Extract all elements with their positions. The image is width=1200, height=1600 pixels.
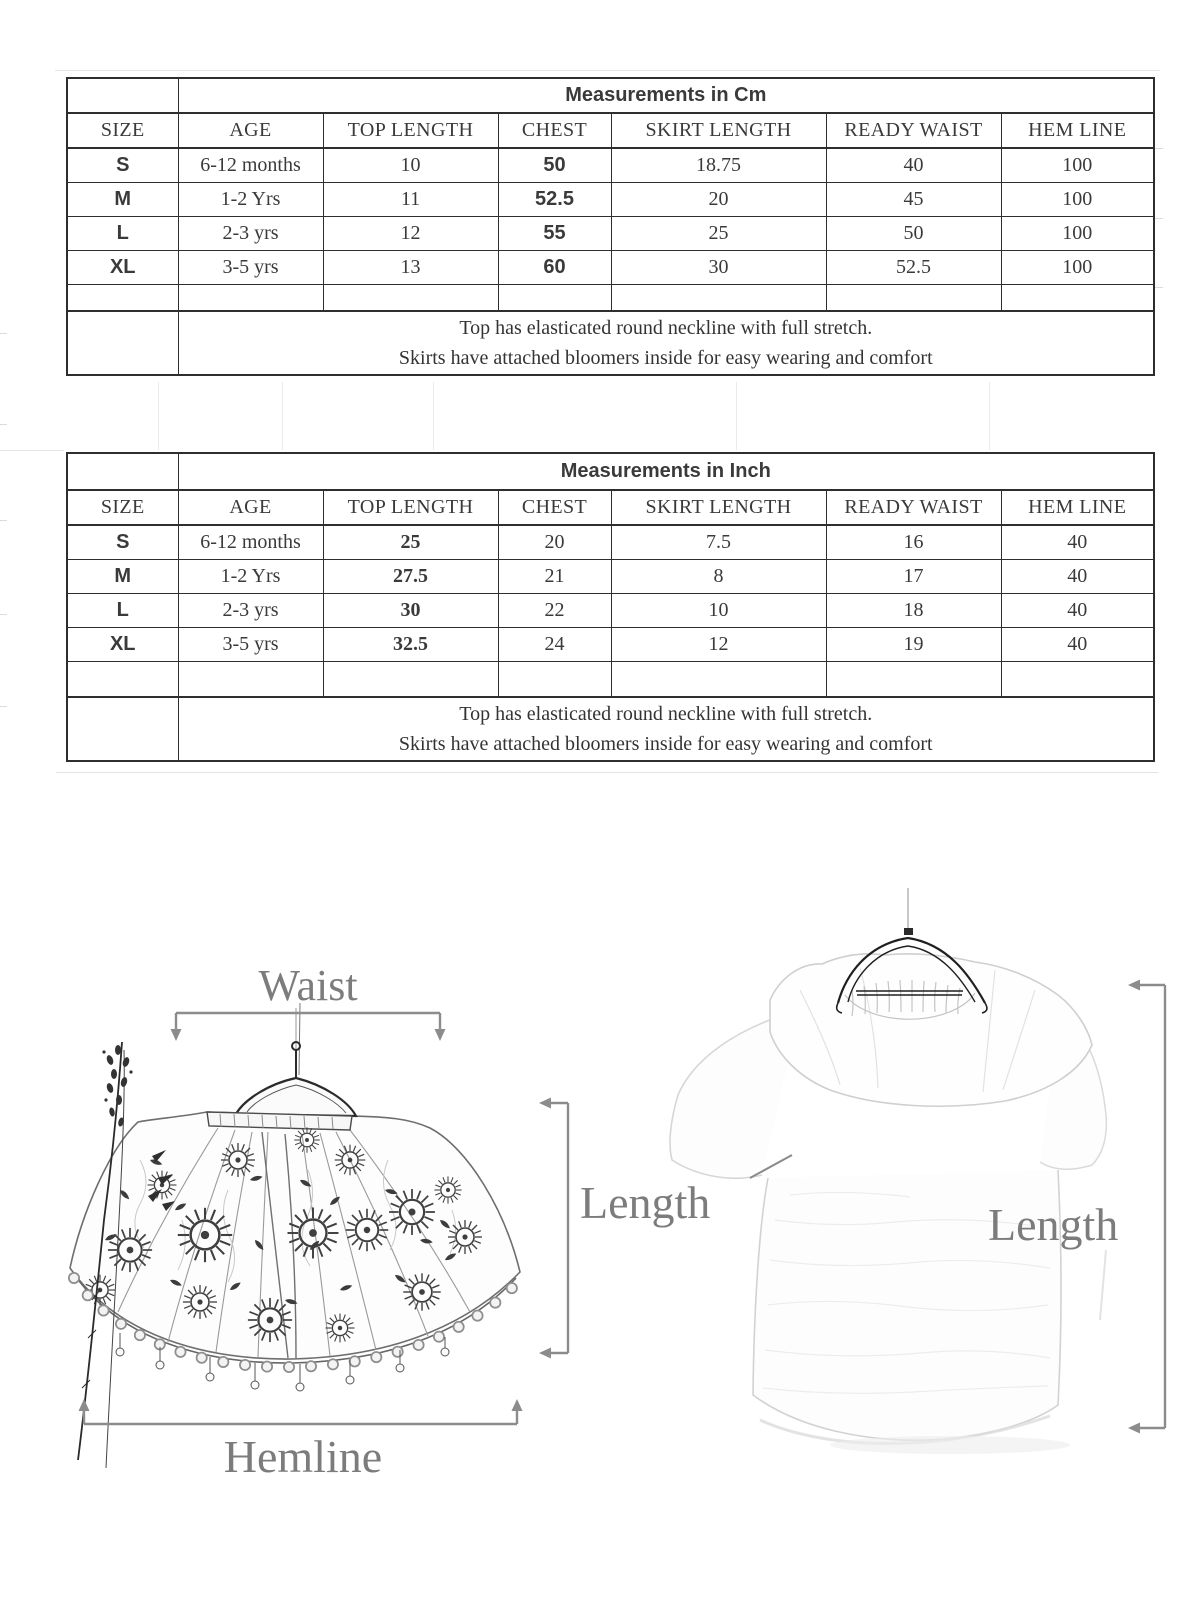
empty-cell bbox=[67, 285, 178, 312]
data-cell: 10 bbox=[611, 594, 826, 628]
data-cell: 52.5 bbox=[498, 183, 611, 217]
data-cell: 40 bbox=[1001, 628, 1154, 662]
data-cell: 20 bbox=[611, 183, 826, 217]
data-cell: 1-2 Yrs bbox=[178, 183, 323, 217]
data-cell: 25 bbox=[611, 217, 826, 251]
data-cell: 3-5 yrs bbox=[178, 628, 323, 662]
gridline-artifact bbox=[0, 450, 64, 451]
data-cell: 22 bbox=[498, 594, 611, 628]
size-cell: M bbox=[67, 183, 178, 217]
hemline-annotation bbox=[79, 1399, 523, 1482]
column-header: CHEST bbox=[498, 113, 611, 148]
empty-cell bbox=[826, 285, 1001, 312]
data-cell: 18 bbox=[826, 594, 1001, 628]
empty-cell bbox=[178, 662, 323, 698]
column-header: HEM LINE bbox=[1001, 490, 1154, 525]
gridline-artifact bbox=[0, 520, 7, 521]
data-cell: 40 bbox=[1001, 560, 1154, 594]
data-cell: 7.5 bbox=[611, 525, 826, 560]
gridline-artifact bbox=[1154, 287, 1163, 288]
blouse-sketch bbox=[670, 888, 1106, 1454]
data-cell: 32.5 bbox=[323, 628, 498, 662]
column-header: TOP LENGTH bbox=[323, 490, 498, 525]
gridline-artifact bbox=[56, 772, 1158, 773]
column-header: TOP LENGTH bbox=[323, 113, 498, 148]
size-cell: S bbox=[67, 525, 178, 560]
table-row bbox=[67, 594, 1154, 628]
table-row bbox=[67, 251, 1154, 285]
data-cell: 12 bbox=[323, 217, 498, 251]
table-notes bbox=[178, 311, 1154, 375]
size-cell: M bbox=[67, 560, 178, 594]
gridline-artifact bbox=[55, 70, 1160, 71]
data-cell: 1-2 Yrs bbox=[178, 560, 323, 594]
data-cell: 40 bbox=[826, 148, 1001, 183]
corner-cell bbox=[67, 78, 178, 113]
data-cell: 18.75 bbox=[611, 148, 826, 183]
skirt-hanger-icon bbox=[236, 1003, 356, 1116]
table-row bbox=[67, 148, 1154, 183]
gridline-artifact bbox=[433, 382, 434, 450]
size-cell: XL bbox=[67, 251, 178, 285]
empty-cell bbox=[323, 662, 498, 698]
data-cell: 16 bbox=[826, 525, 1001, 560]
data-cell: 6-12 months bbox=[178, 525, 323, 560]
data-cell: 50 bbox=[498, 148, 611, 183]
data-cell: 2-3 yrs bbox=[178, 217, 323, 251]
gridline-artifact bbox=[0, 333, 7, 334]
gridline-artifact bbox=[0, 706, 7, 707]
data-cell: 30 bbox=[323, 594, 498, 628]
gridline-artifact bbox=[989, 382, 990, 450]
data-cell: 17 bbox=[826, 560, 1001, 594]
data-cell: 2-3 yrs bbox=[178, 594, 323, 628]
data-cell: 24 bbox=[498, 628, 611, 662]
note-line: Skirts have attached bloomers inside for easy wearing and comfort bbox=[398, 347, 933, 369]
corner-cell bbox=[67, 453, 178, 490]
gridline-artifact bbox=[0, 614, 7, 615]
data-cell: 27.5 bbox=[323, 560, 498, 594]
gridline-artifact bbox=[282, 382, 283, 450]
top-length-label: Length bbox=[988, 1199, 1119, 1250]
waist-annotation bbox=[171, 961, 446, 1041]
empty-cell bbox=[67, 662, 178, 698]
data-cell: 21 bbox=[498, 560, 611, 594]
waist-label: Waist bbox=[258, 961, 358, 1010]
empty-cell bbox=[611, 662, 826, 698]
size-cell: S bbox=[67, 148, 178, 183]
column-header: HEM LINE bbox=[1001, 113, 1154, 148]
data-cell: 52.5 bbox=[826, 251, 1001, 285]
data-cell: 3-5 yrs bbox=[178, 251, 323, 285]
table-row bbox=[67, 217, 1154, 251]
size-cell: XL bbox=[67, 628, 178, 662]
data-cell: 11 bbox=[323, 183, 498, 217]
skirt-length-label: Length bbox=[580, 1177, 711, 1228]
data-cell: 8 bbox=[611, 560, 826, 594]
gridline-artifact bbox=[1154, 148, 1163, 149]
column-header: SKIRT LENGTH bbox=[611, 113, 826, 148]
empty-cell bbox=[1001, 662, 1154, 698]
data-cell: 40 bbox=[1001, 525, 1154, 560]
size-cell: L bbox=[67, 594, 178, 628]
column-header: SKIRT LENGTH bbox=[611, 490, 826, 525]
gridline-artifact bbox=[158, 382, 159, 450]
size-cell: L bbox=[67, 217, 178, 251]
data-cell: 13 bbox=[323, 251, 498, 285]
empty-cell bbox=[1001, 285, 1154, 312]
empty-cell bbox=[826, 662, 1001, 698]
data-cell: 50 bbox=[826, 217, 1001, 251]
gridline-artifact bbox=[736, 382, 737, 450]
column-header: AGE bbox=[178, 113, 323, 148]
note-line: Skirts have attached bloomers inside for easy wearing and comfort bbox=[398, 733, 933, 755]
empty-cell bbox=[498, 662, 611, 698]
data-cell: 10 bbox=[323, 148, 498, 183]
data-cell: 20 bbox=[498, 525, 611, 560]
table-row bbox=[67, 628, 1154, 662]
column-header: SIZE bbox=[67, 113, 178, 148]
data-cell: 100 bbox=[1001, 251, 1154, 285]
data-cell: 100 bbox=[1001, 217, 1154, 251]
empty-cell bbox=[323, 285, 498, 312]
table-row bbox=[67, 183, 1154, 217]
empty-cell bbox=[498, 285, 611, 312]
hemline-label: Hemline bbox=[223, 1431, 383, 1482]
gridline-artifact bbox=[0, 424, 7, 425]
table-row bbox=[67, 560, 1154, 594]
column-header: READY WAIST bbox=[826, 113, 1001, 148]
empty-cell bbox=[178, 285, 323, 312]
empty-cell bbox=[611, 285, 826, 312]
column-header: SIZE bbox=[67, 490, 178, 525]
data-cell: 12 bbox=[611, 628, 826, 662]
data-cell: 40 bbox=[1001, 594, 1154, 628]
data-cell: 45 bbox=[826, 183, 1001, 217]
data-cell: 6-12 months bbox=[178, 148, 323, 183]
data-cell: 25 bbox=[323, 525, 498, 560]
table-row bbox=[67, 525, 1154, 560]
corner-cell bbox=[67, 311, 178, 375]
measurements-cm-table bbox=[66, 77, 1155, 376]
column-header: AGE bbox=[178, 490, 323, 525]
data-cell: 100 bbox=[1001, 183, 1154, 217]
note-line: Top has elasticated round neckline with full stretch. bbox=[459, 317, 873, 339]
measurements-inch-table bbox=[66, 452, 1155, 762]
column-header: CHEST bbox=[498, 490, 611, 525]
column-header: READY WAIST bbox=[826, 490, 1001, 525]
skirt-sketch bbox=[70, 1003, 520, 1468]
data-cell: 55 bbox=[498, 217, 611, 251]
table-notes bbox=[178, 697, 1154, 761]
note-line: Top has elasticated round neckline with full stretch. bbox=[459, 703, 873, 725]
corner-cell bbox=[67, 697, 178, 761]
data-cell: 60 bbox=[498, 251, 611, 285]
measurement-diagram bbox=[0, 860, 1200, 1600]
table-title: Measurements in Inch bbox=[178, 453, 1154, 490]
data-cell: 100 bbox=[1001, 148, 1154, 183]
gridline-artifact bbox=[1154, 218, 1163, 219]
data-cell: 30 bbox=[611, 251, 826, 285]
table-title: Measurements in Cm bbox=[178, 78, 1154, 113]
data-cell: 19 bbox=[826, 628, 1001, 662]
